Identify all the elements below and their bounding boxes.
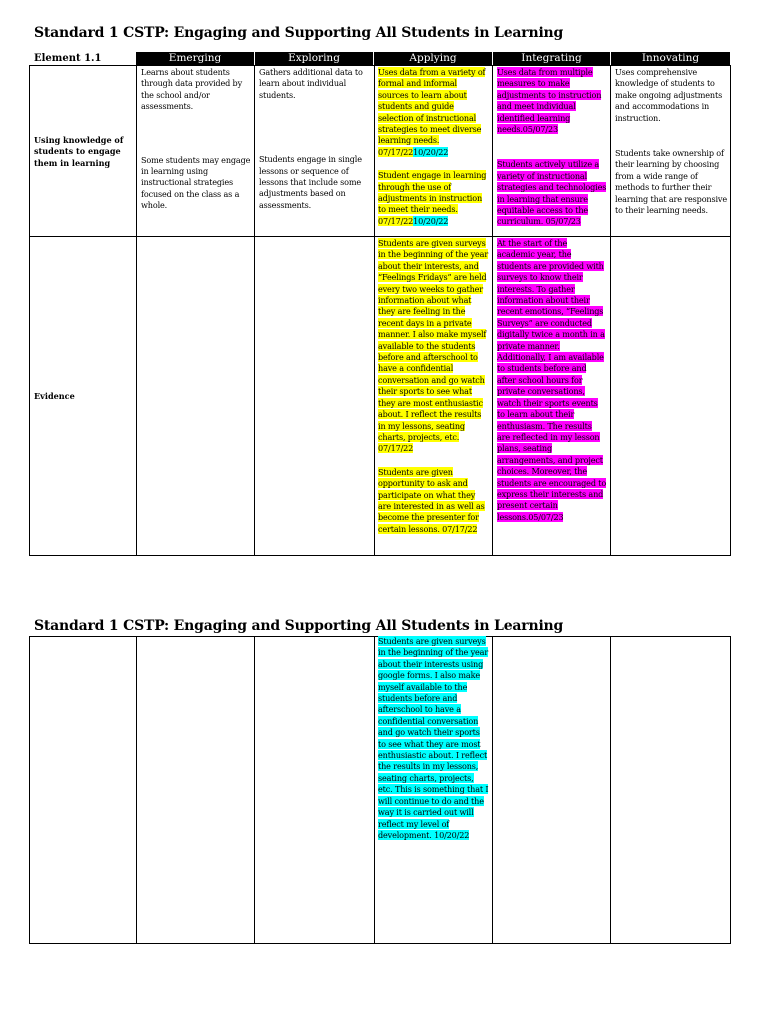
applying-evidence-2: Students are given opportunity to ask and participate on what they are interested in as well as become the presenter for certain lessons. 07/17/22 bbox=[378, 466, 485, 534]
cell-emerging-row1 bbox=[141, 67, 251, 212]
applying-outcome: Student engage in learning through the use of adjustments in instruction to meet their needs. bbox=[378, 170, 487, 215]
column-header-integrating: Integrating bbox=[493, 52, 610, 65]
cell-integrating-evidence bbox=[497, 238, 607, 523]
column-header-innovating: Innovating bbox=[611, 52, 730, 65]
exploring-outcome: Students engage in single lessons or sequence of lessons that include some adjustments based on assessments. bbox=[259, 154, 362, 210]
column-header-emerging: Emerging bbox=[136, 52, 254, 65]
emerging-descriptor: Learns about students through data provided by the school and/or assessments. bbox=[141, 67, 243, 112]
cell-innovating-row1 bbox=[615, 67, 727, 216]
element-label: Element 1.1 bbox=[34, 53, 102, 64]
page-title: Standard 1 CSTP: Engaging and Supporting All Students in Learning bbox=[34, 25, 564, 41]
table-header-row bbox=[29, 52, 730, 65]
page-title-repeat: Standard 1 CSTP: Engaging and Supporting All Students in Learning bbox=[34, 618, 564, 634]
column-header-applying: Applying bbox=[374, 52, 492, 65]
integrating-descriptor: Uses data from multiple measures to make adjustments to instruction and meet individual identified learning needs.05/07/23 bbox=[497, 67, 602, 135]
emerging-outcome: Some students may engage in learning using instructional strategies focused on the class as a whole. bbox=[141, 154, 251, 211]
applying-date-1b: 10/20/22 bbox=[413, 146, 449, 157]
integrating-evidence: At the start of the academic year, the students are provided with surveys to know their interests. To gather information about their recent emotions, “Feelings Surveys” are conducted digitally twice a month in a private manner. Additionally, I am available to students before and after school hours for private conversations, watch their sports events to learn about their enthusiasm. The results are reflected in my lesson plans, seating arrangements, and project choices. Moreover, the students are encouraged to express their interests and present certain lessons.05/07/23 bbox=[497, 238, 607, 522]
cell-exploring-row1 bbox=[259, 67, 371, 211]
exploring-descriptor: Gathers additional data to learn about individual students. bbox=[259, 67, 363, 100]
cell-applying-evidence bbox=[378, 238, 489, 535]
row-label-evidence: Evidence bbox=[34, 391, 75, 401]
applying-evidence-table2: Students are given surveys in the beginning of the year about their interests using google forms. I also make myself available to the students before and afterschool to have a confidential conversation and go watch their sports to see what they are most enthusiastic about. I reflect the results in my lessons, seating charts, projects, etc. This is something that I will continue to do and the way it is carried out will reflect my level of development. 10/20/22 bbox=[378, 636, 489, 840]
applying-evidence-1: Students are given surveys in the beginning of the year about their interests, and “Feelings Fridays” are held every two weeks to gather information about what they are feeling in the recent days in a private manner. I also make myself available to the students before and afterschool to have a confidential conversation and go watch their sports to see what they are most enthusiastic about. I reflect the results in my lessons, seating charts, projects, etc. 07/17/22 bbox=[378, 238, 489, 454]
applying-date-2b: 10/20/22 bbox=[413, 215, 449, 226]
applying-date-2a: 07/17/22 bbox=[378, 215, 414, 226]
integrating-outcome: Students actively utilize a variety of instructional strategies and technologies in learning that ensure equitable access to the curriculum. 05/07/23 bbox=[497, 159, 607, 227]
cell-applying-row1 bbox=[378, 67, 489, 227]
applying-descriptor: Uses data from a variety of formal and informal sources to learn about students and guide selection of instructional strategies to meet diverse learning needs. bbox=[378, 67, 486, 146]
cell-integrating-row1 bbox=[497, 67, 607, 228]
row-label-knowledge: Using knowledge of students to engage them in learning bbox=[34, 135, 124, 168]
column-header-exploring: Exploring bbox=[255, 52, 373, 65]
cell-applying-table2 bbox=[378, 636, 489, 841]
applying-date-1a: 07/17/22 bbox=[378, 146, 414, 157]
innovating-descriptor: Uses comprehensive knowledge of students to make ongoing adjustments and accommodations in instruction. bbox=[615, 67, 723, 123]
innovating-outcome: Students take ownership of their learning by choosing from a wide range of methods to further their learning that are responsive to their learning needs. bbox=[615, 148, 727, 216]
